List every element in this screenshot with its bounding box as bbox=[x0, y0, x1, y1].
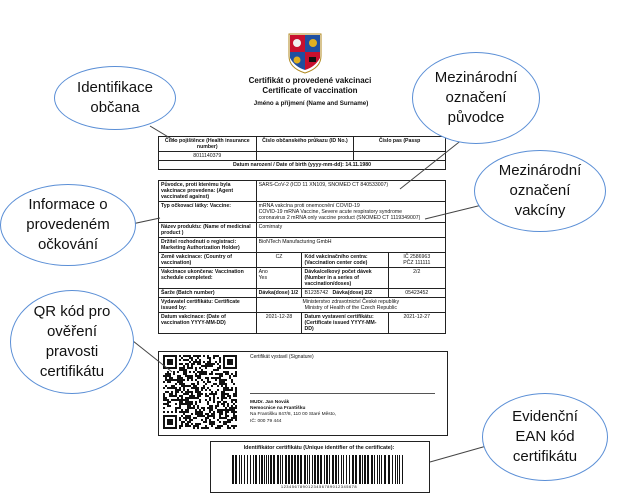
dose2-batch: 05423452 bbox=[388, 289, 445, 298]
product-value: Comirnaty bbox=[256, 223, 445, 238]
issuer-value-cz: Ministerstvo zdravotnictví České republiky bbox=[302, 299, 400, 305]
citizen-card-header: Číslo občanského průkazu (ID No.) bbox=[256, 137, 354, 152]
passport-header: Číslo pas (Passp bbox=[354, 137, 446, 152]
callout-line: Identifikace bbox=[77, 79, 153, 96]
issuer-ic: IČ: 000 79 444 bbox=[250, 418, 282, 424]
pointer-vakciny bbox=[425, 205, 482, 219]
callout-line: původce bbox=[447, 109, 505, 126]
callout-vakciny bbox=[474, 150, 606, 232]
callout-line: označení bbox=[445, 89, 507, 106]
callout-line: Informace o bbox=[28, 196, 108, 213]
completed-value-en: Yes bbox=[258, 275, 268, 281]
callout-informace bbox=[0, 184, 136, 266]
vacc-date-label: Datum vakcinace: (Date of vaccination YYYY-MM-DD) bbox=[159, 313, 257, 334]
batch-label-text: Šarže (Batch number) bbox=[161, 290, 215, 296]
callout-line: očkování bbox=[37, 236, 99, 253]
pointer-ean bbox=[430, 445, 490, 462]
vaccine-type-line: COVID-19 mRNA Vaccine, Severe acute respiratory syndrome bbox=[258, 209, 403, 215]
issue-date-value: 2021-12-27 bbox=[388, 313, 445, 334]
callout-line: certifikátu bbox=[512, 448, 578, 465]
callout-line: Mezinárodní bbox=[434, 69, 518, 86]
uid-label: Identifikátor certifikátu (Unique identifier of the certificate): bbox=[243, 445, 395, 451]
holder-label: Držitel rozhodnutí o registraci: Marketing Authorization Holder) bbox=[159, 238, 257, 253]
vacc-date-value: 2021-12-28 bbox=[256, 313, 302, 334]
callout-line: občana bbox=[90, 99, 140, 116]
pathogen-value: SARS-CoV-2 (ICD 11 XN109, SNOMED CT 840533007) bbox=[256, 181, 445, 202]
callout-identifikace bbox=[54, 66, 176, 130]
callout-line: Evidenční bbox=[512, 408, 578, 425]
dose1-label-text: Dávka(dose) 1/2 bbox=[258, 290, 299, 296]
pathogen-label: Původce, proti kterému byla vakcinace provedena: (Agent vaccinated against) bbox=[159, 181, 257, 202]
completed-label: Vakcinace ukončena: Vaccination schedule completed: bbox=[159, 268, 257, 289]
center-value-line: IČ 2586963 bbox=[403, 254, 431, 260]
pointer-identifikace bbox=[150, 126, 175, 141]
callout-line: vakcíny bbox=[514, 202, 566, 219]
center-value-line: PČZ 111111 bbox=[403, 260, 431, 266]
issuer-doctor: MUDr. Jan Novák bbox=[250, 400, 290, 405]
doses-label: Dávka/celkový počet dávek (Number in a series of vaccination/doses) bbox=[302, 268, 388, 289]
callout-line: označení bbox=[509, 182, 571, 199]
insurance-header: Číslo pojištěnce (Health insurance number) bbox=[159, 137, 257, 152]
name-label: Jméno a příjmení (Name and Surname) bbox=[253, 100, 369, 107]
pointer-puvodce bbox=[400, 135, 468, 189]
dose1-batch: B1235742 bbox=[304, 290, 329, 296]
birth-label: Datum narození / Date of birth (yyyy-mm-dd): bbox=[232, 162, 344, 168]
issuer-address: Na Františku 847/8, 110 00 Staré Město, bbox=[250, 412, 337, 418]
callout-line: Mezinárodní bbox=[498, 162, 582, 179]
product-label: Název produktu: (Name of medicinal product ) bbox=[159, 223, 257, 238]
dose2-label: Dávka(dose) 2/2 bbox=[332, 290, 372, 296]
callout-puvodce bbox=[412, 52, 540, 144]
completed-value-cz: Ano bbox=[258, 269, 268, 275]
issuer-hospital: Nemocnice na Františku bbox=[250, 406, 306, 412]
doses-value: 2/2 bbox=[388, 268, 445, 289]
callout-line: pravosti bbox=[45, 343, 99, 360]
signature-label: Certifikát vystavil (Signature) bbox=[250, 354, 314, 360]
callout-qr bbox=[10, 290, 134, 394]
title-cz: Certifikát o provedené vakcinaci bbox=[248, 76, 372, 85]
uid-number: 1234567890123456789012345678 bbox=[280, 484, 358, 489]
callout-line: EAN kód bbox=[515, 428, 575, 445]
holder-value: BioNTech Manufacturing GmbH bbox=[256, 238, 445, 253]
birth-value: 14.11.1980 bbox=[345, 162, 372, 168]
callout-ean bbox=[482, 393, 608, 481]
callout-line: provedeném bbox=[26, 216, 110, 233]
country-value: CZ bbox=[256, 253, 302, 268]
issue-date-label: Datum vystavení certifikátu: (Certificate issued YYYY-MM-DD) bbox=[302, 313, 388, 334]
callout-line: certifikátu bbox=[39, 363, 105, 380]
callout-line: QR kód pro bbox=[33, 303, 111, 320]
issuer-label: Vydavatel certifikátu: Certificate issued by: bbox=[159, 298, 257, 313]
pointer-qr bbox=[128, 337, 172, 372]
center-label: Kód vakcinačního centra: (Vaccination center code) bbox=[302, 253, 388, 268]
vaccine-type-line: mRNA vakcína proti onemocnění COVID-19 bbox=[258, 203, 360, 209]
vaccine-type-line: coronavirus 2 mRNA only vaccine product (SNOMED CT 1119349007) bbox=[258, 215, 421, 221]
vaccine-type-label: Typ očkovací látky: Vaccine: bbox=[159, 202, 257, 223]
issuer-value-en: Ministry of Health of the Czech Republic bbox=[304, 305, 397, 311]
insurance-value: 8011140379 bbox=[159, 152, 257, 161]
title-en: Certificate of vaccination bbox=[262, 86, 358, 95]
country-label: Země vakcinace: (Country of vaccination) bbox=[159, 253, 257, 268]
callout-line: ověření bbox=[46, 323, 98, 340]
